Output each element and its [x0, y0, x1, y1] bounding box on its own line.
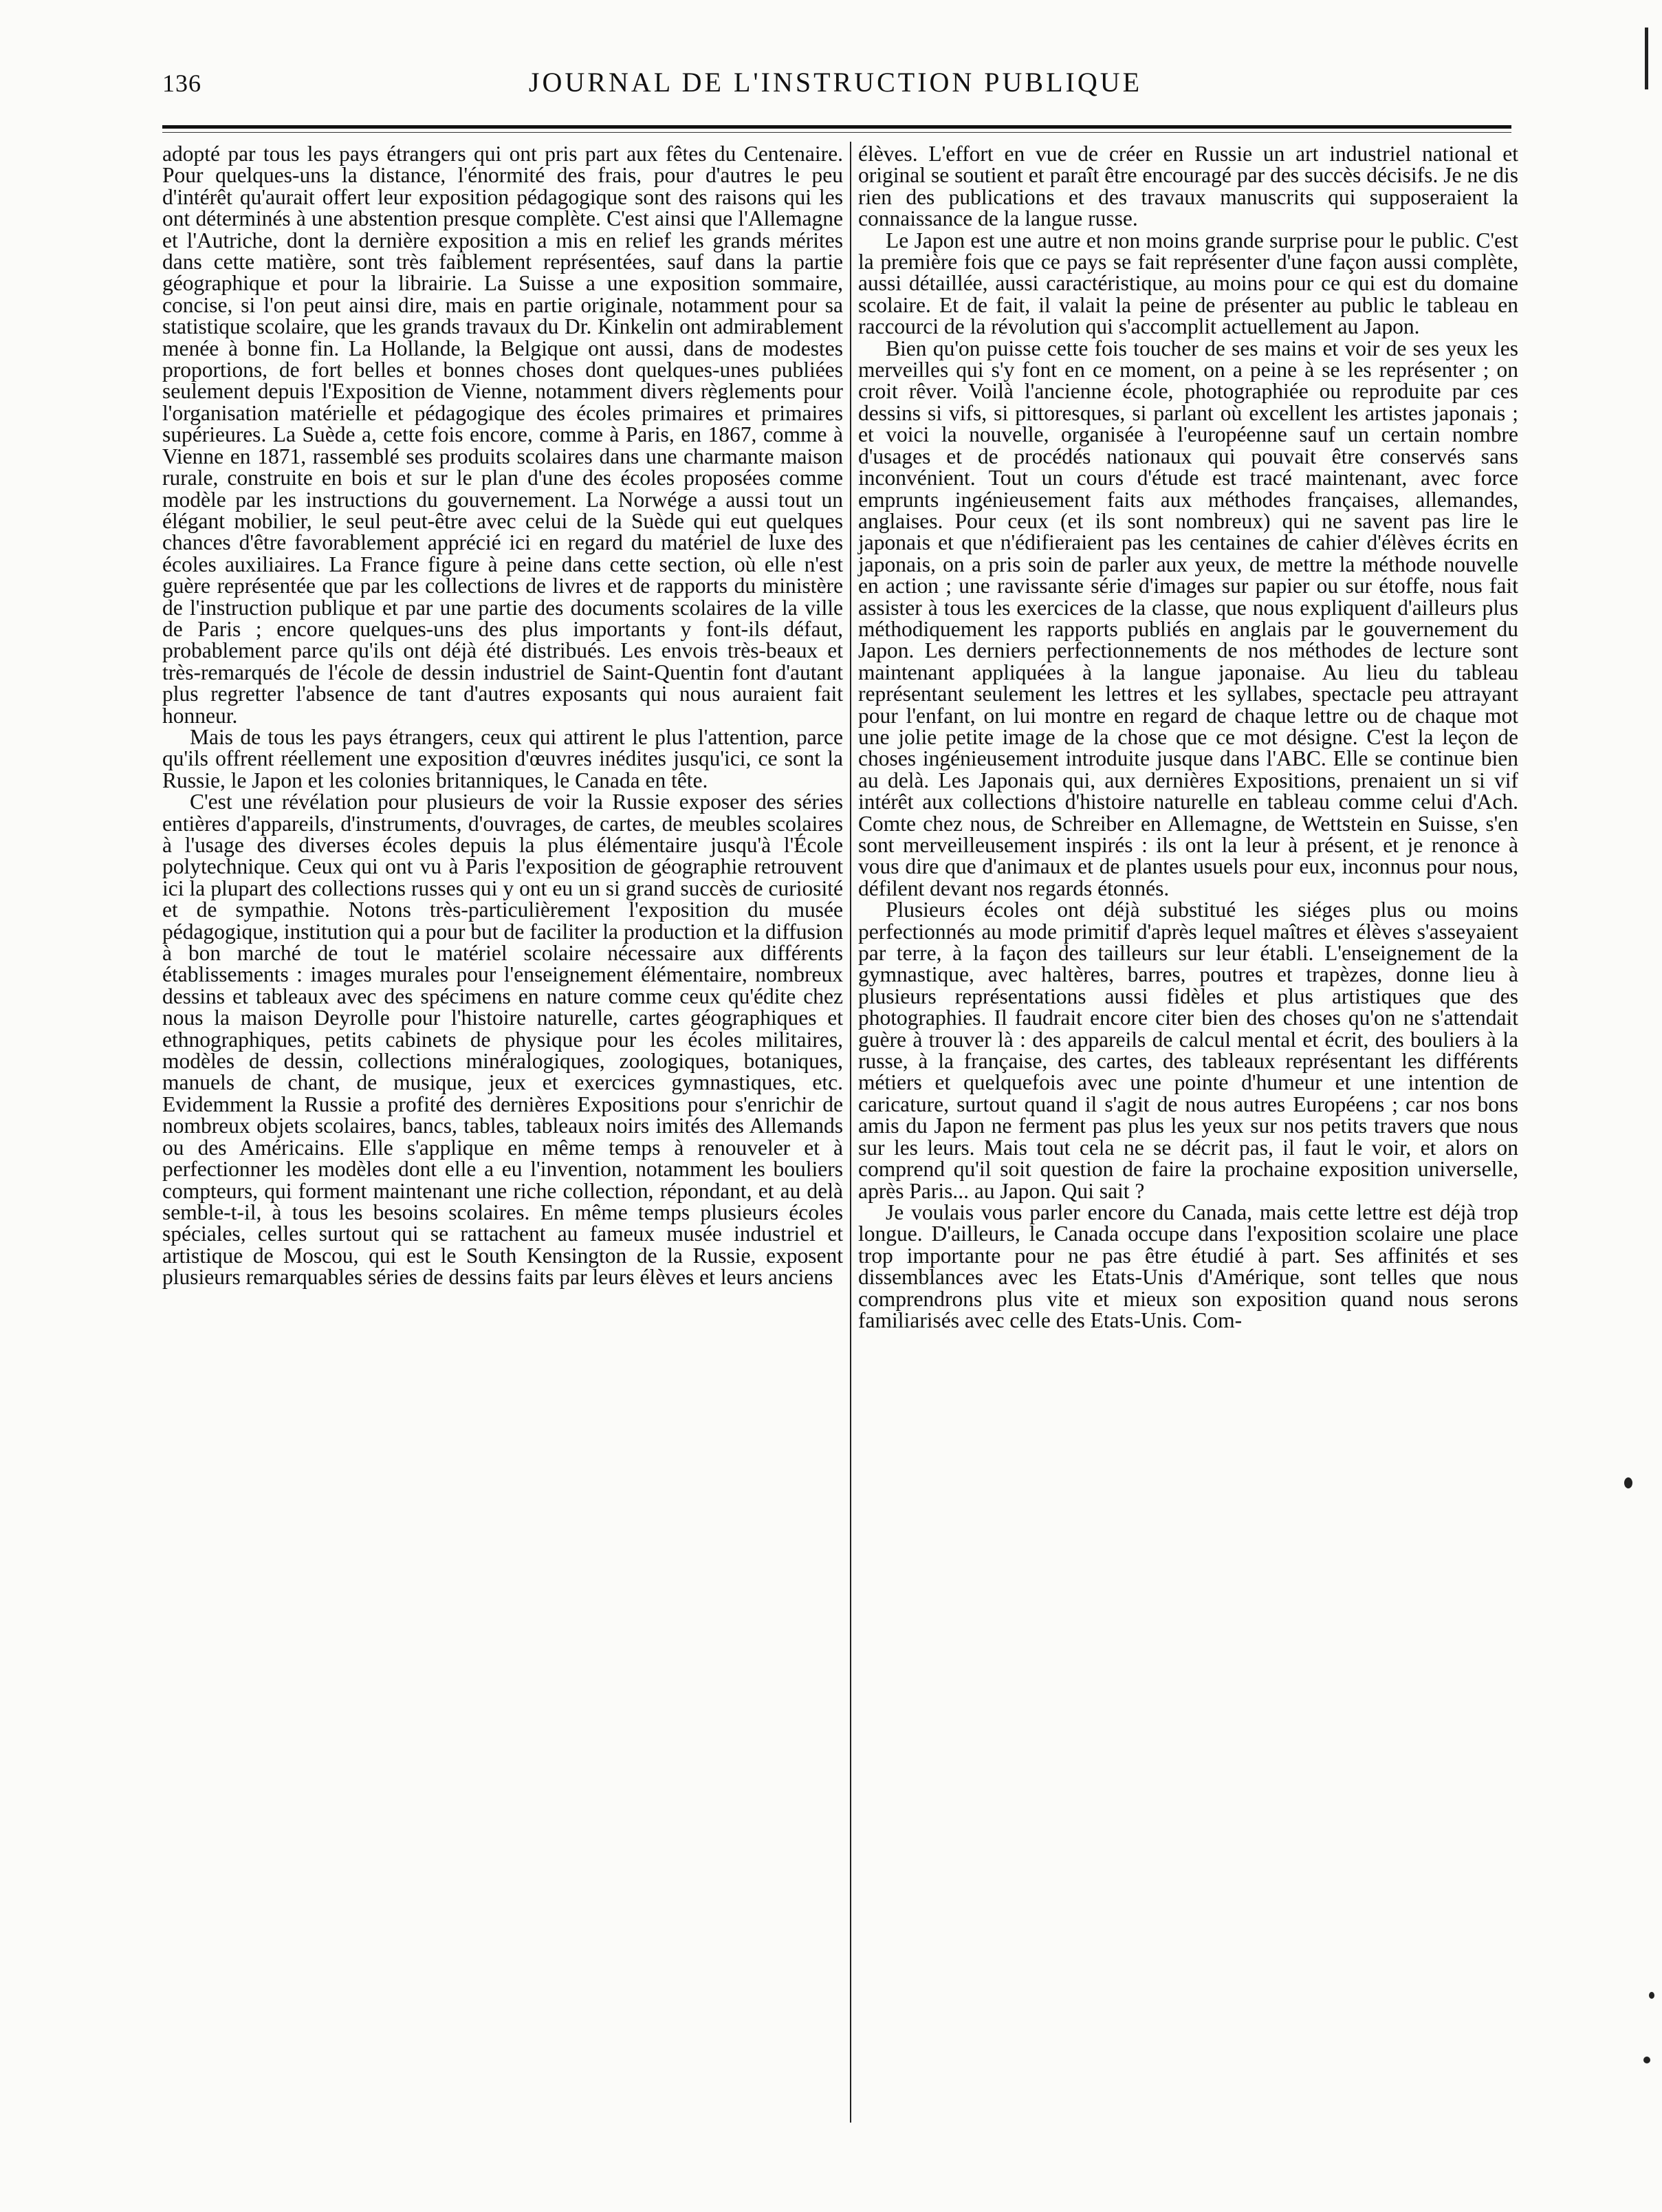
- page-number: 136: [162, 69, 201, 97]
- scan-edge-mark: [1645, 28, 1648, 89]
- scan-speck: [1643, 2057, 1650, 2063]
- left-column: [162, 143, 843, 2124]
- header-rule-thick: [162, 125, 1511, 129]
- column-divider: [850, 142, 851, 2123]
- scan-speck: [1624, 1477, 1632, 1488]
- paragraph: C'est une révélation pour plusieurs de voir la Russie exposer des séries entières d'appareils, d'instruments, d'ouvrages, de cartes, de meubles scolaires à l'usage des diverses écoles depuis la plus élémentaire jusqu'à l'École polytechnique. Ceux qui ont vu à Paris l'exposition de géographie retrouvent ici la plupart des collections russes qui y ont eu un si grand succès de curiosité et de sympathie. Notons très-particulièrement l'exposition du musée pédagogique, institution qui a pour but de faciliter la production et la diffusion à bon marché de tout le matériel scolaire nécessaire aux différents établissements : images murales pour l'enseignement élémentaire, nombreux dessins et tableaux avec des spécimens en nature comme ceux qu'édite chez nous la maison Deyrolle pour l'histoire naturelle, cartes géographiques et ethnographiques, petits cabinets de physique pour les écoles militaires, modèles de dessin, collections minéralogiques, zoologiques, botaniques, manuels de chant, de musique, jeux et exercices gymnastiques, etc. Evidemment la Russie a profité des dernières Expositions pour s'enrichir de nombreux objets scolaires, bancs, tables, tableaux noirs imités des Allemands ou des Américains. Elle s'applique en même temps à renouveler et à perfectionner les modèles dont elle a eu l'invention, notamment les bouliers compteurs, qui forment maintenant une riche collection, répondant, et au delà semble-t-il, à tous les besoins scolaires. En même temps plusieurs écoles spéciales, celles surtout qui se rattachent au fameux musée industriel et artistique de Moscou, qui est le South Kensington de la Russie, exposent plusieurs remarquables séries de dessins faits par leurs élèves et leurs anciens: [162, 790, 843, 1290]
- paragraph: élèves. L'effort en vue de créer en Russie un art industriel national et original se soutient et paraît être encouragé par des succès décisifs. Je ne dis rien des publications et des travaux manuscrits qui supposeraient la connaissance de la langue russe.: [858, 142, 1518, 231]
- right-column: [858, 143, 1518, 2124]
- paragraph: Mais de tous les pays étrangers, ceux qui attirent le plus l'attention, parce qu'ils offrent réellement une exposition d'œuvres inédites jusqu'ici, ce sont la Russie, le Japon et les colonies britanniques, le Canada en tête.: [162, 724, 843, 792]
- header-rule-thin: [162, 132, 1511, 133]
- paragraph: Le Japon est une autre et non moins grande surprise pour le public. C'est la première fois que ce pays se fait représenter d'une façon aussi complète, aussi détaillée, aussi caractéristique, au moins pour ce qui est du domaine scolaire. Et de fait, il valait la peine de présenter au public le tableau en raccourci de la révolution qui s'accomplit actuellement au Japon.: [858, 228, 1518, 339]
- scan-speck: [1649, 1992, 1654, 1999]
- paragraph: adopté par tous les pays étrangers qui ont pris part aux fêtes du Centenaire. Pour quelques-uns la distance, l'énormité des frais, pour d'autres le peu d'intérêt qu'aurait offert leur exposition pédagogique sont des raisons qui les ont déterminés à une abstention presque complète. C'est ainsi que l'Allemagne et l'Autriche, dont la dernière exposition a mis en relief les grands mérites dans cette matière, sont très faiblement représentées, sauf dans la partie géographique et pour la librairie. La Suisse a une exposition sommaire, concise, si l'on peut ainsi dire, mais en partie originale, notamment pour sa statistique scolaire, que les grands travaux du Dr. Kinkelin ont admirablement menée à bonne fin. La Hollande, la Belgique ont aussi, dans de modestes proportions, de fort belles et bonnes choses dont quelques-unes publiées seulement depuis l'Exposition de Vienne, notamment divers règlements pour l'organisation matérielle et pédagogique des écoles primaires et primaires supérieures. La Suède a, cette fois encore, comme à Paris, en 1867, comme à Vienne en 1871, rassemblé ses produits scolaires dans une charmante maison rurale, construite en bois et sur le plan d'une des écoles proposées comme modèle par les instructions du gouvernement. La Norwége a aussi tout un élégant mobilier, le seul peut-être avec celui de la Suède qui eut quelques chances d'être favorablement apprécié ici en regard du matériel de luxe des écoles auxiliaires. La France figure à peine dans cette section, où elle n'est guère représentée que par les collections de livres et de rapports du ministère de l'instruction publique et par une partie des documents scolaires de la ville de Paris ; encore quelques-uns des plus importants y font-ils défaut, probablement parce qu'ils ont déjà été distribués. Les envois très-beaux et très-remarqués de l'école de dessin industriel de Saint-Quentin font d'autant plus regretter l'absence de tant d'autres exposants qui nous auraient fait honneur.: [162, 142, 843, 728]
- paragraph: Plusieurs écoles ont déjà substitué les siéges plus ou moins perfectionnés au mode primitif d'après lequel maîtres et élèves s'asseyaient par terre, à la façon des tailleurs sur leur établi. L'enseignement de la gymnastique, avec haltères, barres, poutres et trapèzes, donne lieu à plusieurs représentations aussi fidèles et plus artistiques que des photographies. Il faudrait encore citer bien des choses qu'on ne s'attendait guère à trouver là : des appareils de calcul mental et écrit, des bouliers à la russe, à la française, des cartes, des tableaux représentant les différents métiers et quelquefois avec une pointe d'humeur et une intention de caricature, surtout quand il s'agit de nous autres Européens ; car nos bons amis du Japon ne ferment pas plus les yeux sur nos petits travers que nous sur les leurs. Mais tout cela ne se décrit pas, il faut le voir, et alors on comprend qu'il soit question de faire la prochaine exposition universelle, après Paris... au Japon. Qui sait ?: [858, 898, 1518, 1203]
- running-title: JOURNAL DE L'INSTRUCTION PUBLIQUE: [528, 67, 1143, 98]
- paragraph: Je voulais vous parler encore du Canada, mais cette lettre est déjà trop longue. D'ailleurs, le Canada occupe dans l'exposition scolaire une place trop importante pour ne pas être étudié à part. Ses affinités et ses dissemblances avec les Etats-Unis d'Amérique, sont telles que nous comprendrons plus vite et mieux son exposition quand nous serons familiarisés avec celle des Etats-Unis. Com-: [858, 1200, 1518, 1332]
- paragraph: Bien qu'on puisse cette fois toucher de ses mains et voir de ses yeux les merveilles qui s'y font en ce moment, on a peine à se les représenter ; on croit rêver. Voilà l'ancienne école, photographiée ou reproduite par ces dessins si vifs, si pittoresques, si parlant où excellent les artistes japonais ; et voici la nouvelle, organisée à l'européenne sauf un certain nombre d'usages et de procédés nationaux qui pouvait être conservés sans inconvénient. Tout un cours d'étude est tracé maintenant, avec force emprunts ingénieusement faits aux méthodes françaises, allemandes, anglaises. Pour ceux (et ils sont nombreux) qui ne savent pas lire le japonais et que n'édifieraient pas les centaines de cahier d'élèves écrits en japonais, on a pris soin de parler aux yeux, de mettre la méthode nouvelle en action ; une ravissante série d'images sur papier ou sur étoffe, nous fait assister à tous les exercices de la classe, que nous expliquent d'ailleurs plus méthodiquement les rapports publiés en anglais par le gouvernement du Japon. Les derniers perfectionnements de nos méthodes de lecture sont maintenant appliquées à la langue japonaise. Au lieu du tableau représentant seulement les lettres et les syllabes, spectacle peu attrayant pour l'enfant, on lui montre en regard de chaque lettre ou de chaque mot une jolie petite image de la chose que ce mot désigne. C'est la leçon de choses ingénieusement introduite jusque dans l'ABC. Elle se continue bien au delà. Les Japonais qui, aux dernières Expositions, prenaient un si vif intérêt aux collections d'histoire naturelle en tableau comme celui d'Ach. Comte chez nous, de Schreiber en Allemagne, de Wettstein en Suisse, s'en sont merveilleusement inspirés : ils ont la leur à présent, et je renonce à vous dire que d'animaux et de plantes usuels pour eux, inconnus pour nous, défilent devant nos regards étonnés.: [858, 336, 1518, 900]
